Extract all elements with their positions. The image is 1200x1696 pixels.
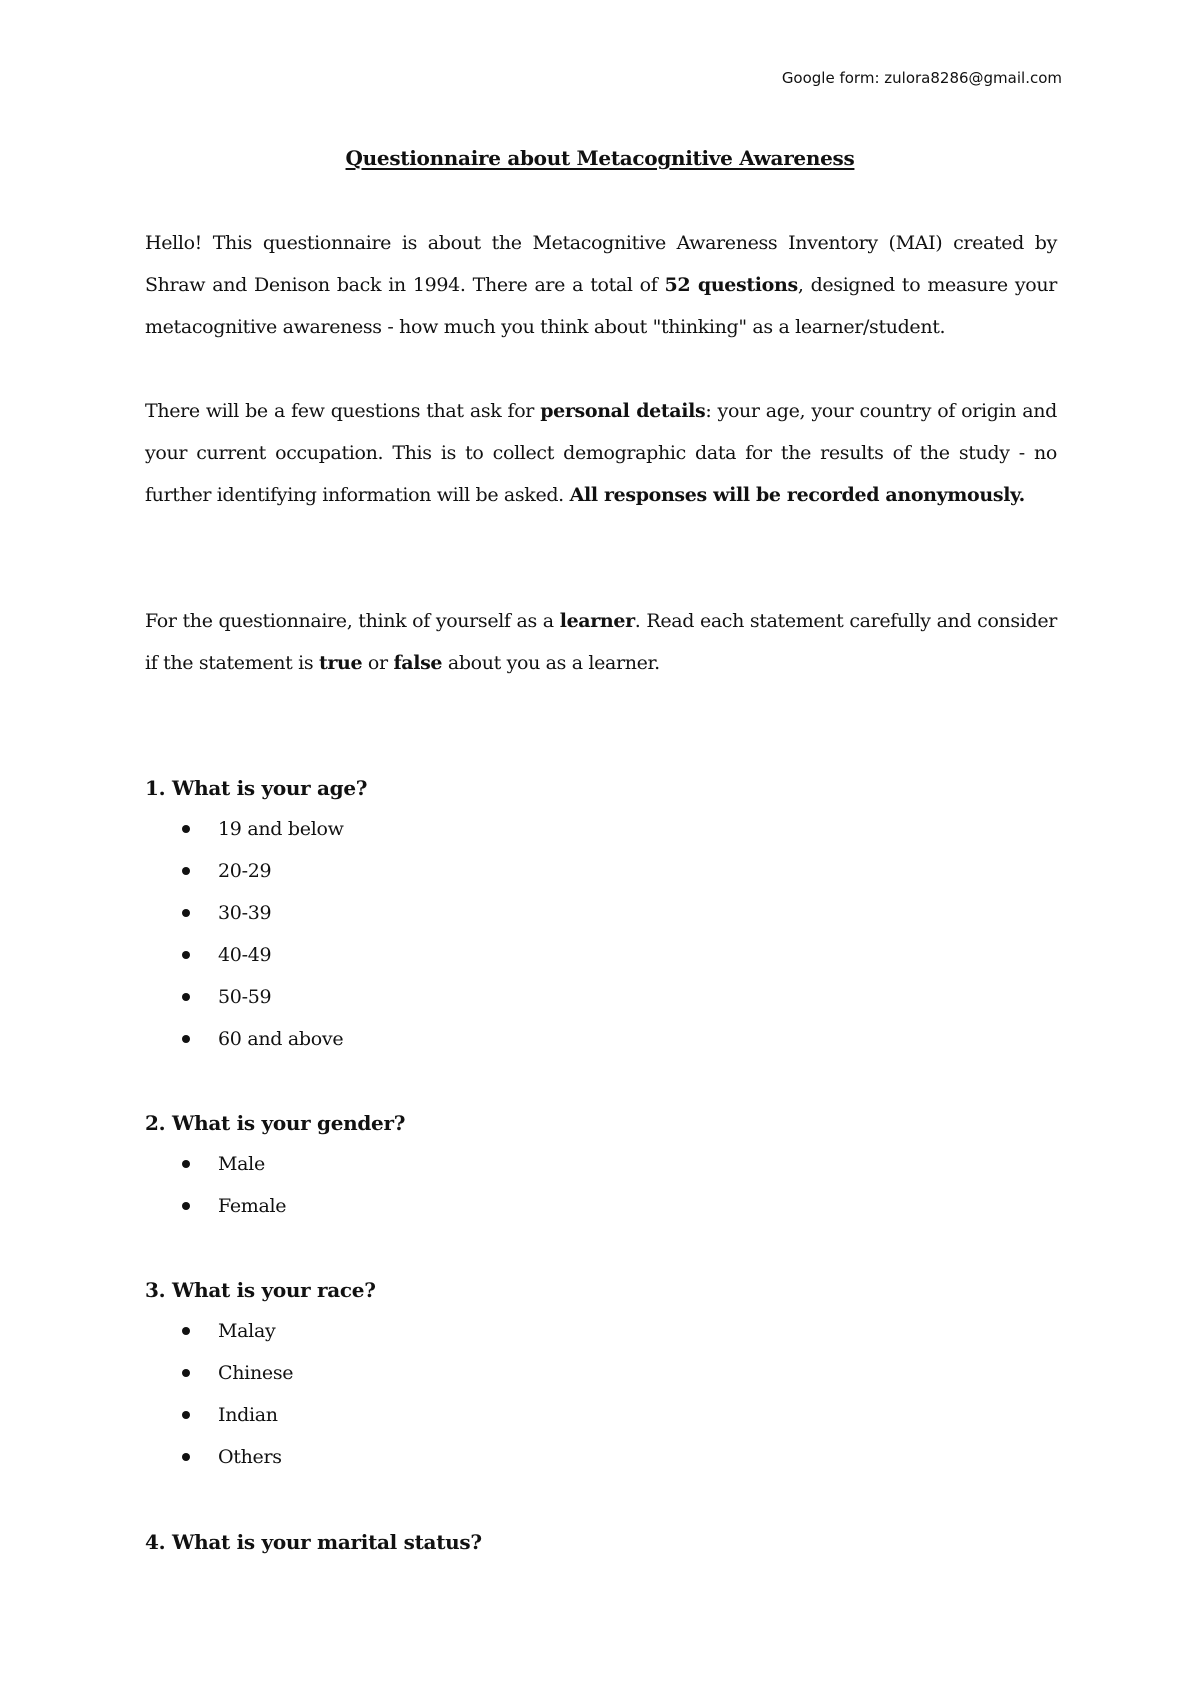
bullet-icon	[182, 909, 190, 917]
bullet-icon	[182, 825, 190, 833]
intro-paragraph-2	[145, 390, 1057, 516]
question-2-label: 2. What is your gender?	[145, 1111, 406, 1135]
list-item	[180, 808, 344, 850]
list-item	[180, 892, 344, 934]
bullet-icon	[182, 1202, 190, 1210]
bullet-icon	[182, 1160, 190, 1168]
intro-bold-text: All responses will be recorded anonymously.	[569, 484, 1025, 506]
option-label: Indian	[218, 1404, 278, 1426]
list-item	[180, 1352, 293, 1394]
intro-bold-text: personal details	[540, 400, 706, 422]
intro-bold-text: false	[393, 652, 443, 674]
list-item	[180, 1394, 293, 1436]
list-item	[180, 1436, 293, 1478]
option-label: Female	[218, 1195, 287, 1217]
list-item	[180, 1143, 286, 1185]
question-3-label: 3. What is your race?	[145, 1278, 376, 1302]
question-1-options	[180, 808, 344, 1060]
header-note: Google form: zulora8286@gmail.com	[781, 69, 1062, 87]
list-item	[180, 934, 344, 976]
question-4-label: 4. What is your marital status?	[145, 1530, 482, 1554]
intro-paragraph-3	[145, 600, 1057, 684]
bullet-icon	[182, 1369, 190, 1377]
list-item	[180, 850, 344, 892]
list-item	[180, 1310, 293, 1352]
bullet-icon	[182, 951, 190, 959]
intro-paragraph-1	[145, 222, 1057, 348]
bullet-icon	[182, 1035, 190, 1043]
intro-text: Hello! This questionnaire is about the Metacognitive Awareness Inventory (MAI) created by Shraw and Denison back in 1994. There are a total of	[145, 232, 1057, 296]
bullet-icon	[182, 867, 190, 875]
list-item	[180, 976, 344, 1018]
option-label: 19 and below	[218, 818, 344, 840]
intro-text: , designed to measure your metacognitive awareness - how much you think about "thinking" as a learner/student.	[145, 274, 1057, 338]
option-label: 60 and above	[218, 1028, 344, 1050]
question-2-options	[180, 1143, 286, 1227]
intro-text: For the questionnaire, think of yourself as a	[145, 610, 560, 632]
intro-text: or	[362, 652, 394, 674]
list-item	[180, 1018, 344, 1060]
intro-bold-text: 52 questions	[664, 274, 798, 296]
option-label: 20-29	[218, 860, 272, 882]
bullet-icon	[182, 1327, 190, 1335]
intro-text: . Read each statement carefully and consider if the statement is	[145, 610, 1058, 674]
intro-bold-text: true	[318, 652, 363, 674]
option-label: Male	[218, 1153, 265, 1175]
intro-text: : your age, your country of origin and your current occupation. This is to collect demographic data for the results of the study - no further identifying information will be asked.	[145, 400, 1057, 506]
question-3-options	[180, 1310, 293, 1478]
intro-bold-text: learner	[559, 610, 635, 632]
option-label: Chinese	[218, 1362, 294, 1384]
document-title: Questionnaire about Metacognitive Awareness	[345, 146, 855, 170]
question-1-label: 1. What is your age?	[145, 776, 368, 800]
option-label: Malay	[218, 1320, 276, 1342]
bullet-icon	[182, 1411, 190, 1419]
option-label: 40-49	[218, 944, 272, 966]
list-item	[180, 1185, 286, 1227]
intro-text: about you as a learner.	[442, 652, 660, 674]
option-label: Others	[218, 1446, 282, 1468]
option-label: 30-39	[218, 902, 272, 924]
intro-text: There will be a few questions that ask for	[145, 400, 541, 422]
bullet-icon	[182, 1453, 190, 1461]
bullet-icon	[182, 993, 190, 1001]
option-label: 50-59	[218, 986, 272, 1008]
